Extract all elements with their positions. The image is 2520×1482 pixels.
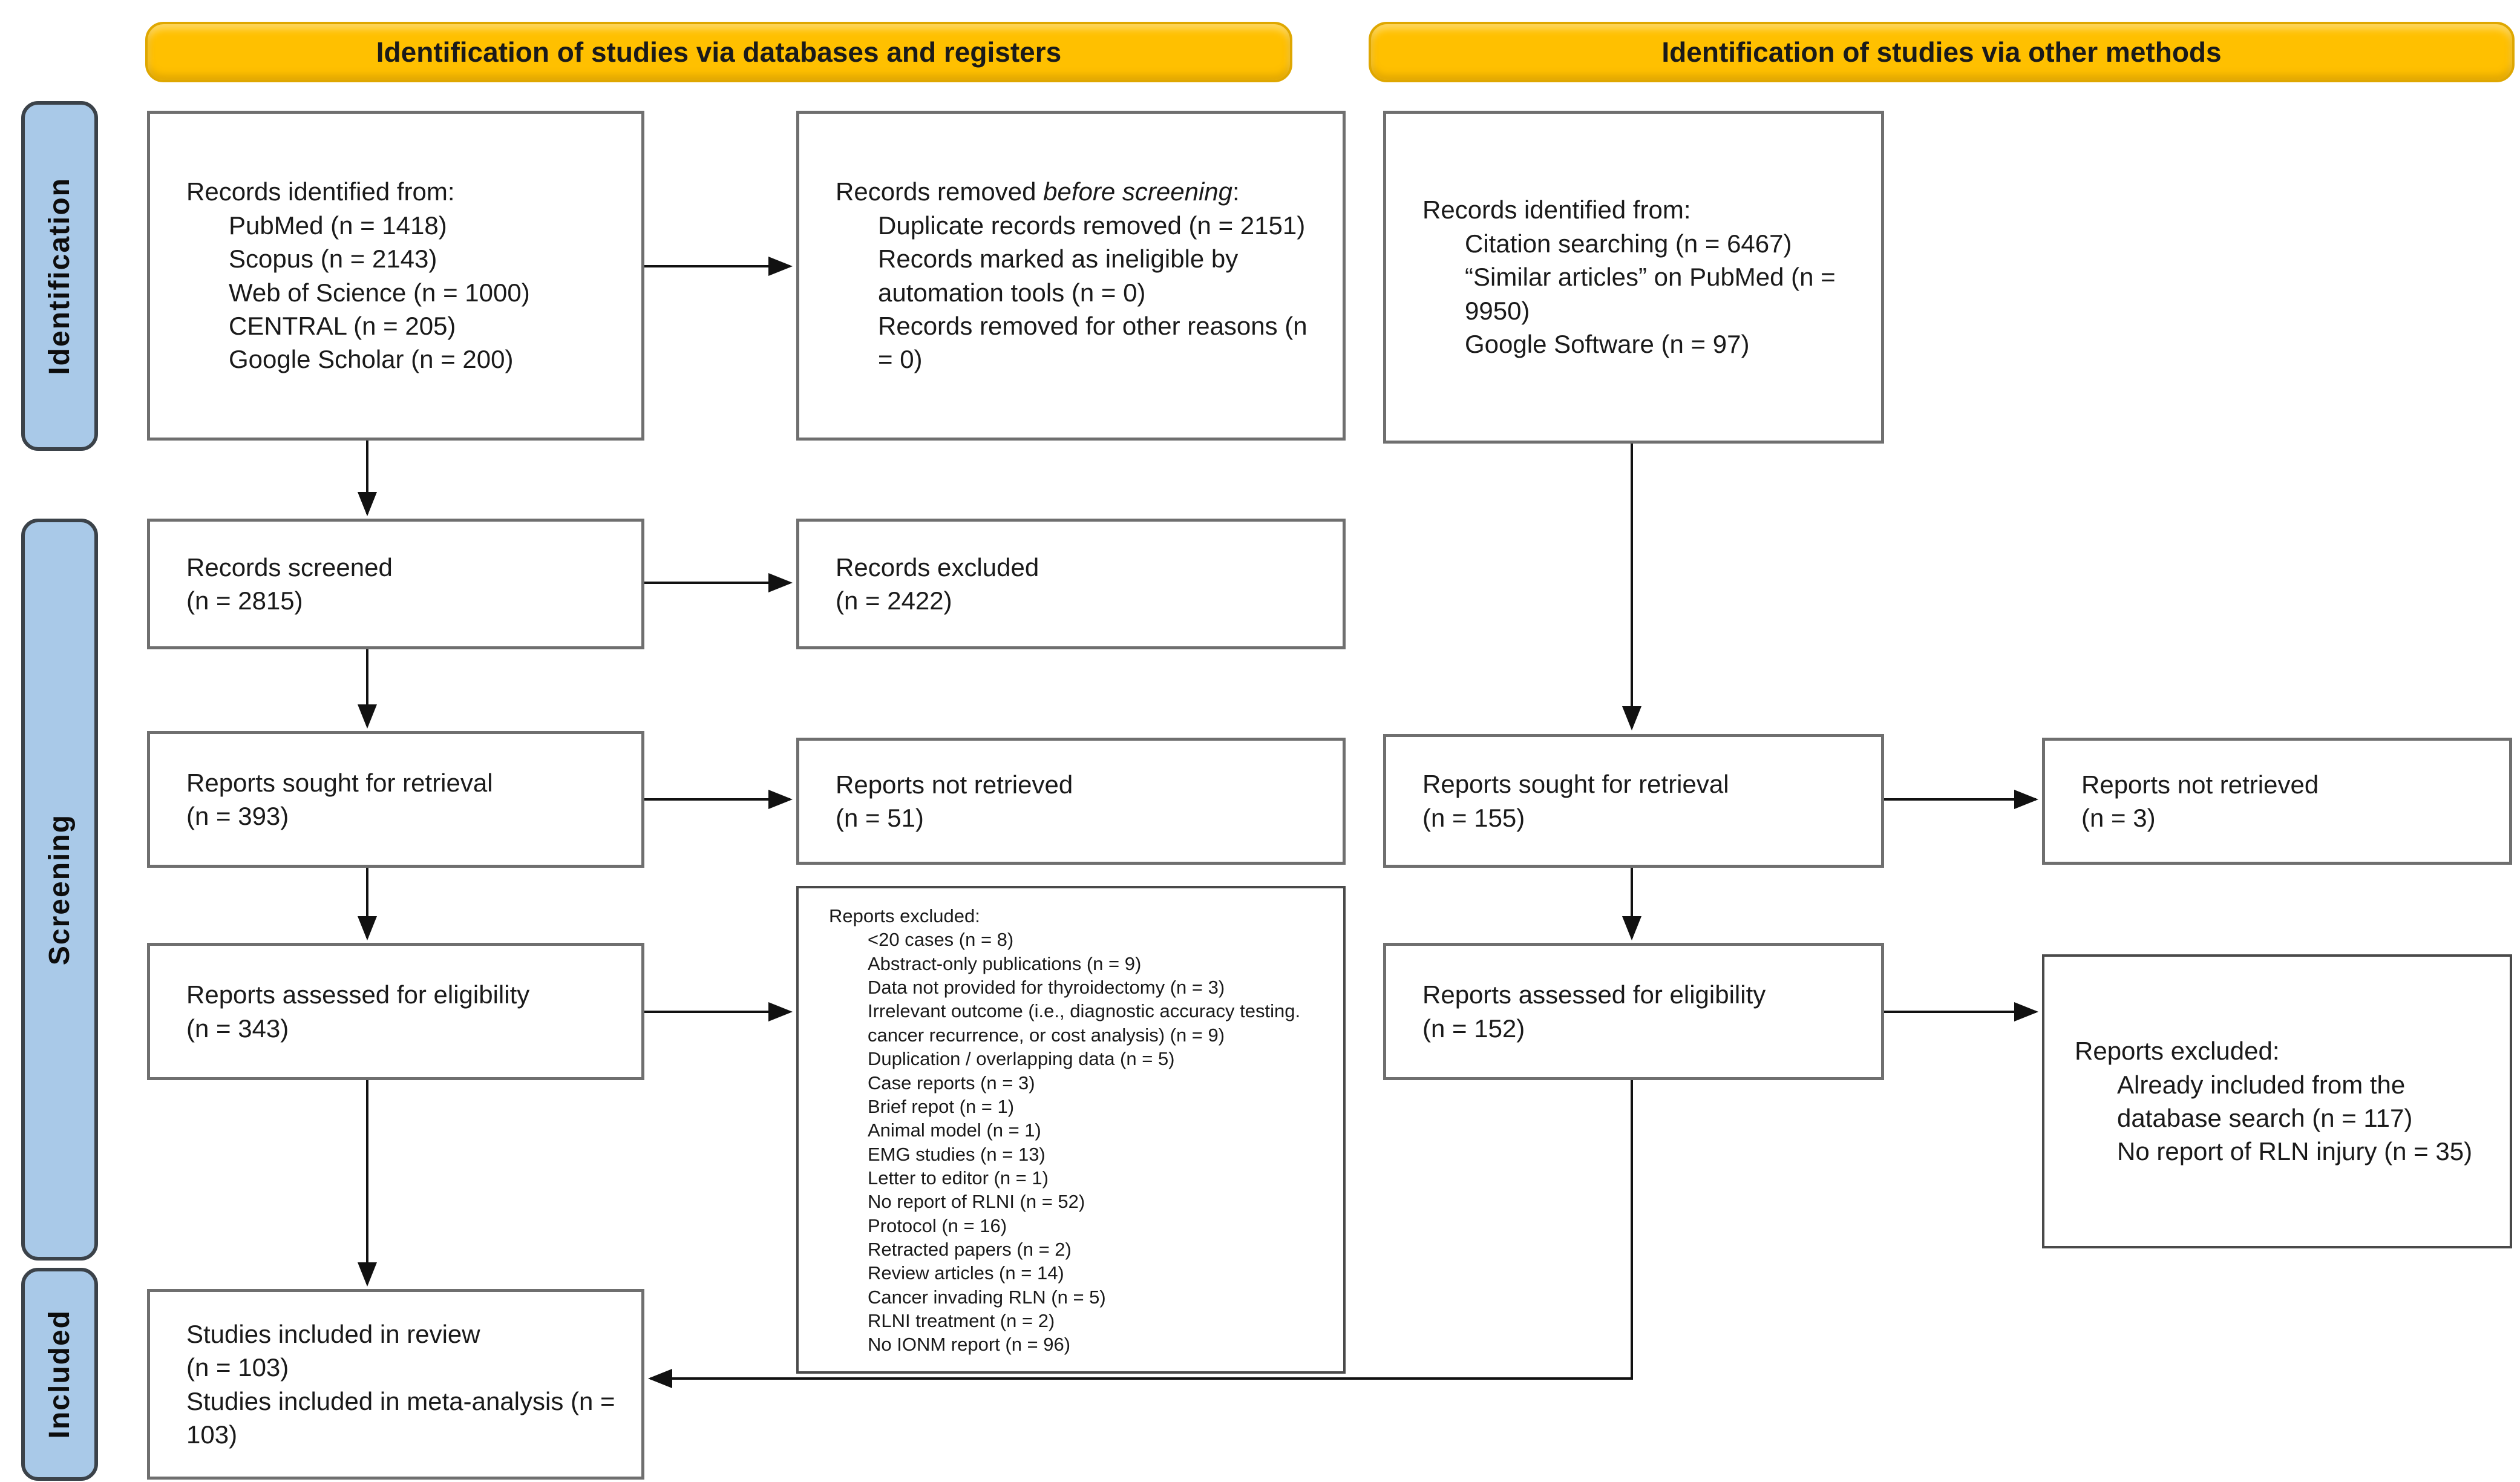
exclusion-reason-item: Cancer invading RLN (n = 5) [868,1286,1106,1308]
box-line: (n = 343) [186,1014,289,1043]
box-reports-not-retrieved-databases [796,738,1346,865]
exclusion-reason-item: Brief repot (n = 1) [868,1095,1015,1117]
exclusion-reason-item: No report of RLNI (n = 52) [868,1191,1085,1213]
box-records-removed [796,111,1346,441]
exclusion-reason-item: Case reports (n = 3) [868,1072,1035,1093]
box-line: (n = 152) [1422,1014,1525,1043]
exclusion-reason-item: Animal model (n = 1) [868,1120,1041,1141]
removed-reason-item: Records removed for other reasons (n = 0) [878,311,1307,374]
exclusion-reasons-list [829,928,1331,1356]
banner-databases-registers [145,22,1292,82]
removed-reason-item: Duplicate records removed (n = 2151) [878,211,1306,240]
stage-identification [21,101,98,451]
box-line: Records excluded [836,552,1039,582]
banner-other-methods [1369,22,2515,82]
box-line: Records screened [186,552,393,582]
database-source-item: Scopus (n = 2143) [229,244,437,274]
box-title: Records identified from: [186,177,455,206]
stage-included-label: Included [44,1310,76,1439]
database-source-item: CENTRAL (n = 205) [229,311,456,340]
box-reports-excluded-databases [796,886,1346,1374]
stage-included [21,1268,98,1481]
box-line: Studies included in review [186,1319,480,1348]
box-records-screened [147,519,644,649]
box-reports-not-retrieved-other [2042,738,2512,865]
stage-screening-label: Screening [44,813,76,966]
database-source-item: Google Scholar (n = 200) [229,345,514,374]
box-line: (n = 2815) [186,586,303,615]
box-line: (n = 51) [836,804,924,832]
box-line: Reports assessed for eligibility [186,980,530,1009]
box-title: Records identified from: [1422,195,1691,225]
database-source-item: PubMed (n = 1418) [229,211,447,240]
box-records-identified-other [1383,111,1884,444]
box-line: Studies included in meta-analysis (n = 103) [186,1386,615,1449]
other-source-item: Citation searching (n = 6467) [1465,229,1792,258]
box-line: (n = 2422) [836,586,952,615]
box-reports-assessed-other [1383,943,1884,1080]
exclusion-reason-item: Retracted papers (n = 2) [868,1239,1072,1261]
box-title: Reports excluded: [2075,1037,2280,1066]
box-title: Records removed before screening: [836,177,1240,206]
box-line: (n = 155) [1422,803,1525,832]
box-line: Reports sought for retrieval [186,768,493,797]
removed-reason-item: Records marked as ineligible by automation tools (n = 0) [878,244,1239,307]
box-line: (n = 103) [186,1353,289,1382]
stage-identification-label: Identification [44,177,76,375]
box-line: (n = 3) [2081,804,2156,832]
box-reports-excluded-other [2042,954,2512,1248]
exclusion-reason-item: No IONM report (n = 96) [868,1334,1071,1356]
database-source-item: Web of Science (n = 1000) [229,278,530,307]
banner-other-label: Identification of studies via other methods [1661,36,2222,68]
box-reports-assessed-databases [147,943,644,1080]
exclusion-reason-item: Letter to editor (n = 1) [868,1167,1049,1189]
box-line: (n = 393) [186,802,289,830]
exclusion-reason-item: Protocol (n = 16) [868,1215,1007,1236]
other-exclusion-reason-item: No report of RLN injury (n = 35) [2117,1137,2473,1166]
exclusion-reason-item: Review articles (n = 14) [868,1262,1064,1284]
stage-screening [21,519,98,1261]
box-line: Reports sought for retrieval [1422,770,1729,799]
exclusion-reason-item: Duplication / overlapping data (n = 5) [868,1048,1175,1070]
exclusion-reason-item: RLNI treatment (n = 2) [868,1310,1055,1332]
box-reports-sought-other [1383,734,1884,868]
box-line: Reports assessed for eligibility [1422,980,1766,1009]
exclusion-reason-item: EMG studies (n = 13) [868,1143,1046,1165]
other-source-item: Google Software (n = 97) [1465,330,1750,359]
other-exclusion-reasons-list [2075,1068,2486,1169]
exclusion-reason-item: Data not provided for thyroidectomy (n = 3) [868,977,1225,998]
box-studies-included [147,1289,644,1480]
box-records-excluded [796,519,1346,649]
box-line: Reports not retrieved [836,770,1073,799]
box-reports-sought-databases [147,731,644,868]
other-source-item: “Similar articles” on PubMed (n = 9950) [1465,263,1836,325]
removed-reasons-list [836,209,1318,376]
database-sources-list [186,209,617,376]
other-exclusion-reason-item: Already included from the database search (n = 117) [2117,1070,2413,1132]
other-sources-list [1422,227,1857,361]
box-records-identified-databases [147,111,644,441]
exclusion-reason-item: Abstract-only publications (n = 9) [868,952,1142,974]
exclusion-reason-item: Irrelevant outcome (i.e., diagnostic accuracy testing. cancer recurrence, or cost analysis) (n = 9) [868,1000,1301,1046]
box-title: Reports excluded: [829,905,980,926]
exclusion-reason-item: <20 cases (n = 8) [868,929,1014,951]
banner-databases-label: Identification of studies via databases and registers [376,36,1062,68]
box-line: Reports not retrieved [2081,770,2319,799]
